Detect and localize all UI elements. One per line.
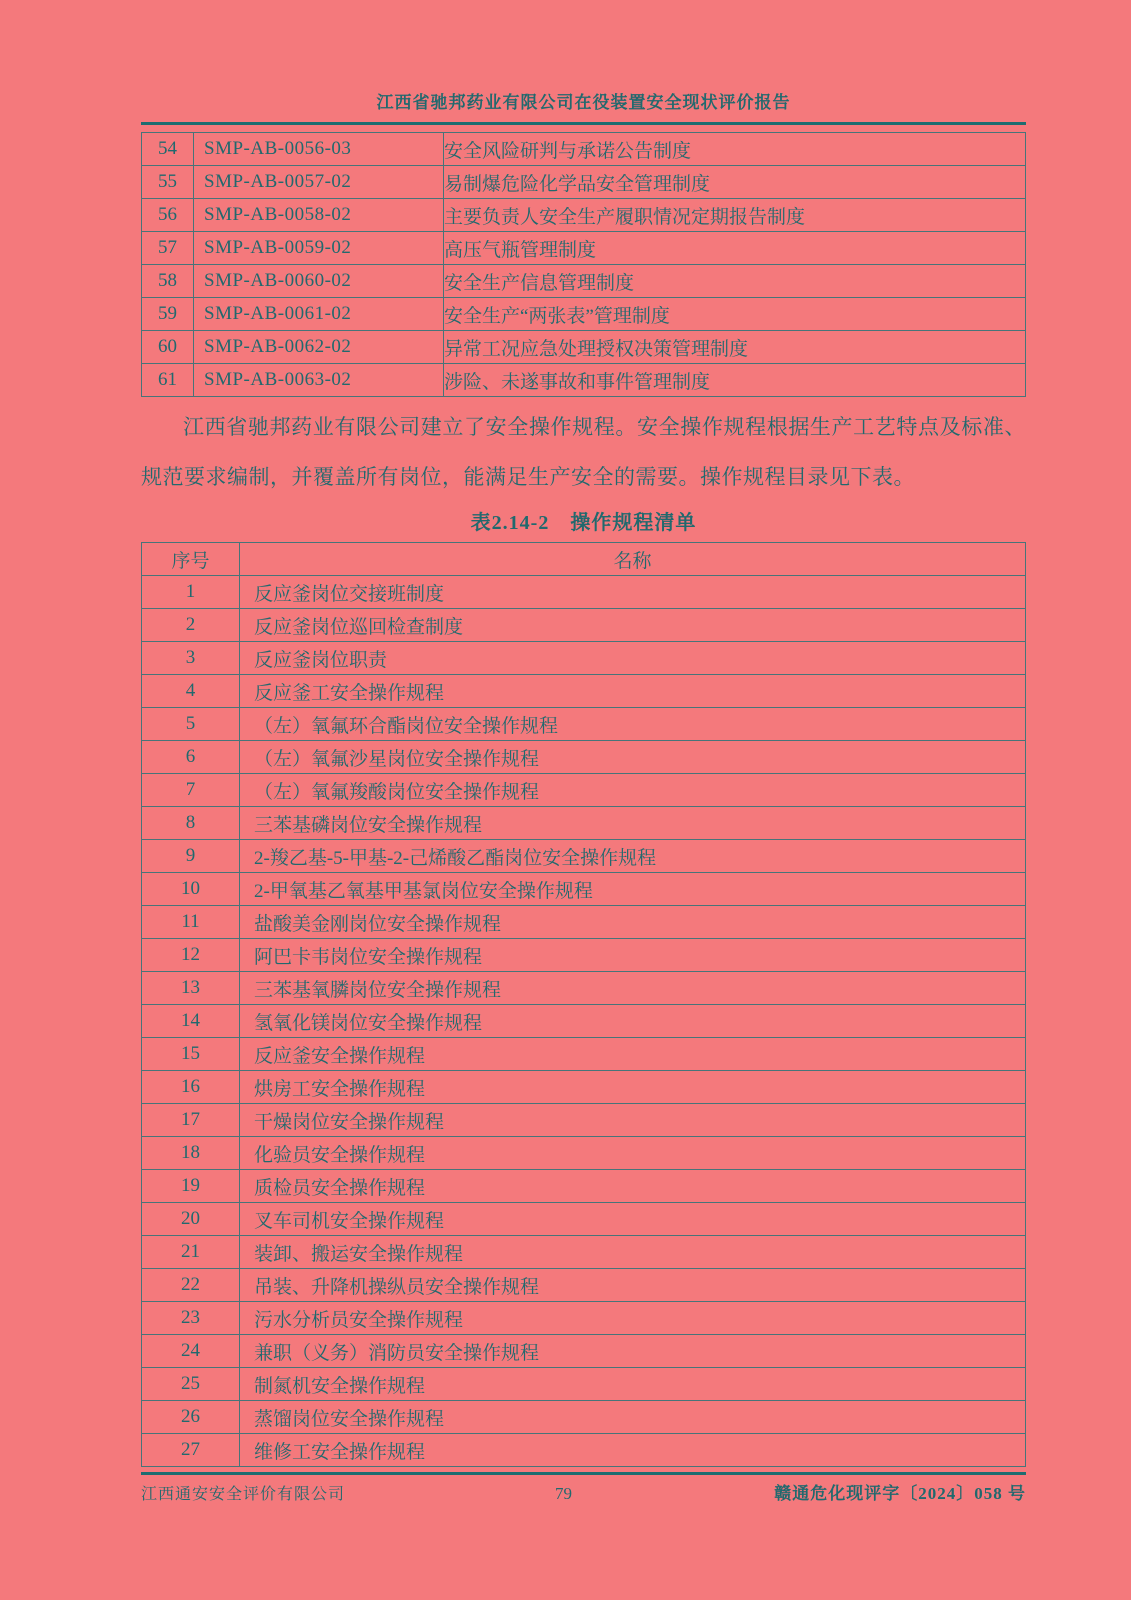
procedure-name-cell: 蒸馏岗位安全操作规程 [240, 1401, 1026, 1434]
procedure-name-cell: 氢氧化镁岗位安全操作规程 [240, 1005, 1026, 1038]
procedure-name-cell: 叉车司机安全操作规程 [240, 1203, 1026, 1236]
procedure-row [142, 807, 1026, 840]
procedure-row [142, 1302, 1026, 1335]
footer-rule [141, 1472, 1026, 1475]
serial-number-cell: 27 [142, 1434, 240, 1467]
serial-number-cell: 26 [142, 1401, 240, 1434]
serial-number-cell: 56 [142, 199, 194, 232]
footer-page-number: 79 [555, 1484, 572, 1503]
procedure-row [142, 774, 1026, 807]
procedure-name-cell: 反应釜岗位巡回检查制度 [240, 609, 1026, 642]
header-rule [141, 122, 1026, 125]
running-footer [141, 1472, 1026, 1504]
body-paragraph: 江西省驰邦药业有限公司建立了安全操作规程。安全操作规程根据生产工艺特点及标准、规范要求编制，并覆盖所有岗位，能满足生产安全的需要。操作规程目录见下表。 [141, 415, 1026, 489]
procedure-name-cell: 制氮机安全操作规程 [240, 1368, 1026, 1401]
procedure-row [142, 708, 1026, 741]
serial-number-cell: 6 [142, 741, 240, 774]
column-header-serial-number: 序号 [142, 543, 240, 576]
procedure-row [142, 1269, 1026, 1302]
document-code-cell: SMP-AB-0058-02 [194, 199, 444, 232]
document-code-cell: SMP-AB-0063-02 [194, 364, 444, 397]
procedure-name-cell: 三苯基氧膦岗位安全操作规程 [240, 972, 1026, 1005]
procedure-row [142, 939, 1026, 972]
serial-number-cell: 7 [142, 774, 240, 807]
regulation-row [142, 166, 1026, 199]
serial-number-cell: 61 [142, 364, 194, 397]
serial-number-cell: 1 [142, 576, 240, 609]
procedure-name-cell: （左）氧氟羧酸岗位安全操作规程 [240, 774, 1026, 807]
procedure-name-cell: 污水分析员安全操作规程 [240, 1302, 1026, 1335]
procedure-name-cell: （左）氧氟沙星岗位安全操作规程 [240, 741, 1026, 774]
procedures-table-header-row [142, 543, 1026, 576]
procedure-name-cell: 维修工安全操作规程 [240, 1434, 1026, 1467]
serial-number-cell: 54 [142, 133, 194, 166]
procedure-row [142, 1368, 1026, 1401]
procedure-row [142, 576, 1026, 609]
regulation-row [142, 232, 1026, 265]
regulation-row [142, 331, 1026, 364]
serial-number-cell: 57 [142, 232, 194, 265]
procedure-name-cell: 质检员安全操作规程 [240, 1170, 1026, 1203]
procedure-name-cell: 烘房工安全操作规程 [240, 1071, 1026, 1104]
procedure-name-cell: 干燥岗位安全操作规程 [240, 1104, 1026, 1137]
document-code-cell: SMP-AB-0059-02 [194, 232, 444, 265]
regulation-name-cell: 涉险、未遂事故和事件管理制度 [444, 364, 1026, 397]
column-header-name: 名称 [240, 543, 1026, 576]
procedure-name-cell: 2-甲氧基乙氧基甲基氯岗位安全操作规程 [240, 873, 1026, 906]
serial-number-cell: 60 [142, 331, 194, 364]
procedure-row [142, 741, 1026, 774]
procedure-name-cell: 反应釜岗位职责 [240, 642, 1026, 675]
procedure-name-cell: 反应釜岗位交接班制度 [240, 576, 1026, 609]
regulation-name-cell: 安全生产“两张表”管理制度 [444, 298, 1026, 331]
procedure-row [142, 1401, 1026, 1434]
procedures-table-title: 表2.14-2 操作规程清单 [470, 512, 697, 534]
regulation-name-cell: 异常工况应急处理授权决策管理制度 [444, 331, 1026, 364]
serial-number-cell: 55 [142, 166, 194, 199]
serial-number-cell: 22 [142, 1269, 240, 1302]
footer-document-number: 赣通危化现评字〔2024〕058 号 [774, 1484, 1026, 1503]
regulation-row [142, 199, 1026, 232]
procedure-row [142, 1104, 1026, 1137]
regulation-name-cell: 高压气瓶管理制度 [444, 232, 1026, 265]
procedure-name-cell: 化验员安全操作规程 [240, 1137, 1026, 1170]
serial-number-cell: 4 [142, 675, 240, 708]
serial-number-cell: 12 [142, 939, 240, 972]
management-regulations-table-body [142, 133, 1026, 397]
serial-number-cell: 5 [142, 708, 240, 741]
serial-number-cell: 25 [142, 1368, 240, 1401]
procedure-row [142, 1170, 1026, 1203]
serial-number-cell: 23 [142, 1302, 240, 1335]
regulation-name-cell: 安全生产信息管理制度 [444, 265, 1026, 298]
serial-number-cell: 59 [142, 298, 194, 331]
serial-number-cell: 19 [142, 1170, 240, 1203]
regulation-name-cell: 主要负责人安全生产履职情况定期报告制度 [444, 199, 1026, 232]
procedure-row [142, 1038, 1026, 1071]
operating-procedures-table [141, 542, 1026, 1467]
procedure-row [142, 1434, 1026, 1467]
footer-row [141, 1479, 1026, 1504]
running-header-title: 江西省驰邦药业有限公司在役装置安全现状评价报告 [376, 93, 791, 112]
document-code-cell: SMP-AB-0056-03 [194, 133, 444, 166]
document-code-cell: SMP-AB-0061-02 [194, 298, 444, 331]
regulation-row [142, 133, 1026, 166]
regulation-name-cell: 安全风险研判与承诺公告制度 [444, 133, 1026, 166]
regulation-row [142, 265, 1026, 298]
serial-number-cell: 10 [142, 873, 240, 906]
procedure-row [142, 1203, 1026, 1236]
procedure-row [142, 1335, 1026, 1368]
document-code-cell: SMP-AB-0057-02 [194, 166, 444, 199]
serial-number-cell: 21 [142, 1236, 240, 1269]
procedure-row [142, 642, 1026, 675]
procedure-name-cell: 反应釜安全操作规程 [240, 1038, 1026, 1071]
procedure-row [142, 840, 1026, 873]
procedure-name-cell: （左）氧氟环合酯岗位安全操作规程 [240, 708, 1026, 741]
operating-procedures-table-body [142, 576, 1026, 1467]
serial-number-cell: 8 [142, 807, 240, 840]
serial-number-cell: 15 [142, 1038, 240, 1071]
procedure-name-cell: 吊装、升降机操纵员安全操作规程 [240, 1269, 1026, 1302]
serial-number-cell: 2 [142, 609, 240, 642]
page-content [141, 0, 1026, 1467]
serial-number-cell: 18 [142, 1137, 240, 1170]
serial-number-cell: 9 [142, 840, 240, 873]
document-code-cell: SMP-AB-0060-02 [194, 265, 444, 298]
procedure-row [142, 873, 1026, 906]
serial-number-cell: 58 [142, 265, 194, 298]
serial-number-cell: 13 [142, 972, 240, 1005]
procedure-name-cell: 三苯基磷岗位安全操作规程 [240, 807, 1026, 840]
procedure-row [142, 1236, 1026, 1269]
document-code-cell: SMP-AB-0062-02 [194, 331, 444, 364]
serial-number-cell: 3 [142, 642, 240, 675]
serial-number-cell: 17 [142, 1104, 240, 1137]
procedure-row [142, 1005, 1026, 1038]
management-regulations-table [141, 132, 1026, 397]
serial-number-cell: 20 [142, 1203, 240, 1236]
regulation-row [142, 298, 1026, 331]
procedure-row [142, 1071, 1026, 1104]
procedure-name-cell: 盐酸美金刚岗位安全操作规程 [240, 906, 1026, 939]
serial-number-cell: 16 [142, 1071, 240, 1104]
procedure-name-cell: 阿巴卡韦岗位安全操作规程 [240, 939, 1026, 972]
serial-number-cell: 11 [142, 906, 240, 939]
procedure-name-cell: 2-羧乙基-5-甲基-2-己烯酸乙酯岗位安全操作规程 [240, 840, 1026, 873]
serial-number-cell: 14 [142, 1005, 240, 1038]
procedure-row [142, 675, 1026, 708]
procedure-name-cell: 装卸、搬运安全操作规程 [240, 1236, 1026, 1269]
serial-number-cell: 24 [142, 1335, 240, 1368]
procedure-row [142, 972, 1026, 1005]
regulation-name-cell: 易制爆危险化学品安全管理制度 [444, 166, 1026, 199]
procedure-row [142, 1137, 1026, 1170]
regulation-row [142, 364, 1026, 397]
footer-company-name: 江西通安安全评价有限公司 [141, 1486, 346, 1503]
procedure-name-cell: 反应釜工安全操作规程 [240, 675, 1026, 708]
procedure-row [142, 609, 1026, 642]
procedure-row [142, 906, 1026, 939]
procedure-name-cell: 兼职（义务）消防员安全操作规程 [240, 1335, 1026, 1368]
